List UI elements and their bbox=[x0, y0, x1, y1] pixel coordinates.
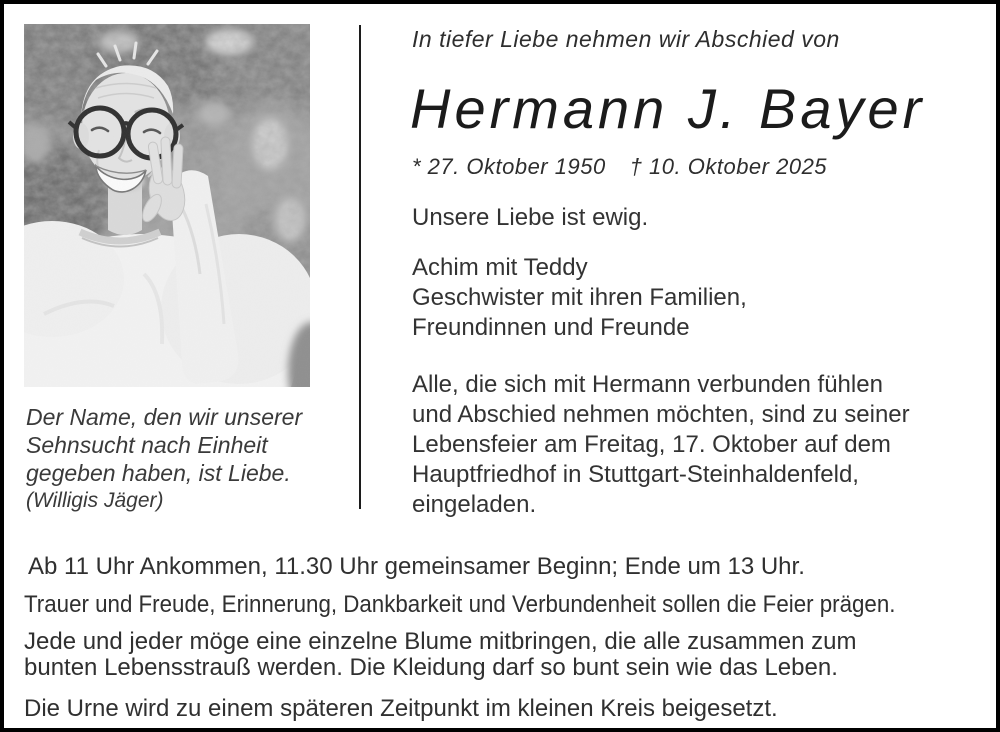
details-line: bunten Lebensstrauß werden. Die Kleidung darf so bunt sein wie das Leben. bbox=[24, 654, 838, 681]
portrait-photo bbox=[24, 24, 310, 387]
mourner-line: Achim mit Teddy bbox=[412, 254, 588, 281]
invitation-line: eingeladen. bbox=[412, 491, 537, 518]
death-date: † 10. Oktober 2025 bbox=[629, 154, 828, 179]
column-divider bbox=[359, 25, 361, 509]
photo-quote-line: Sehnsucht nach Einheit bbox=[26, 432, 268, 458]
details-line: Jede und jeder möge eine einzelne Blume mitbringen, die alle zusammen zum bbox=[24, 628, 857, 655]
details-line: Die Urne wird zu einem späteren Zeitpunkt im kleinen Kreis beigesetzt. bbox=[24, 695, 778, 722]
invitation-line: und Abschied nehmen möchten, sind zu seiner bbox=[412, 401, 910, 428]
mourner-line: Geschwister mit ihren Familien, bbox=[412, 284, 747, 311]
photo-quote-line: gegeben haben, ist Liebe. bbox=[26, 460, 291, 486]
motto-line: Unsere Liebe ist ewig. bbox=[412, 204, 649, 231]
deceased-name: Hermann J. Bayer bbox=[410, 77, 926, 140]
invitation-block bbox=[412, 370, 910, 520]
mourners-block bbox=[412, 253, 747, 343]
photo-quote-line: Der Name, den wir unserer bbox=[26, 404, 303, 430]
details-line: Trauer und Freude, Erinnerung, Dankbarkeit und Verbundenheit sollen die Feier prägen. bbox=[24, 591, 896, 618]
invitation-line: Lebensfeier am Freitag, 17. Oktober auf dem bbox=[412, 431, 891, 458]
details-line: Ab 11 Uhr Ankommen, 11.30 Uhr gemeinsamer Beginn; Ende um 13 Uhr. bbox=[28, 553, 805, 580]
portrait-image bbox=[24, 24, 310, 387]
life-dates bbox=[412, 154, 827, 180]
photo-quote bbox=[26, 403, 302, 515]
invitation-line: Hauptfriedhof in Stuttgart-Steinhaldenfeld, bbox=[412, 461, 859, 488]
intro-line: In tiefer Liebe nehmen wir Abschied von bbox=[412, 26, 840, 52]
mourner-line: Freundinnen und Freunde bbox=[412, 314, 690, 341]
quote-attribution: (Willigis Jäger) bbox=[26, 489, 164, 512]
birth-date: * 27. Oktober 1950 bbox=[412, 154, 606, 179]
invitation-line: Alle, die sich mit Hermann verbunden fühlen bbox=[412, 371, 883, 398]
